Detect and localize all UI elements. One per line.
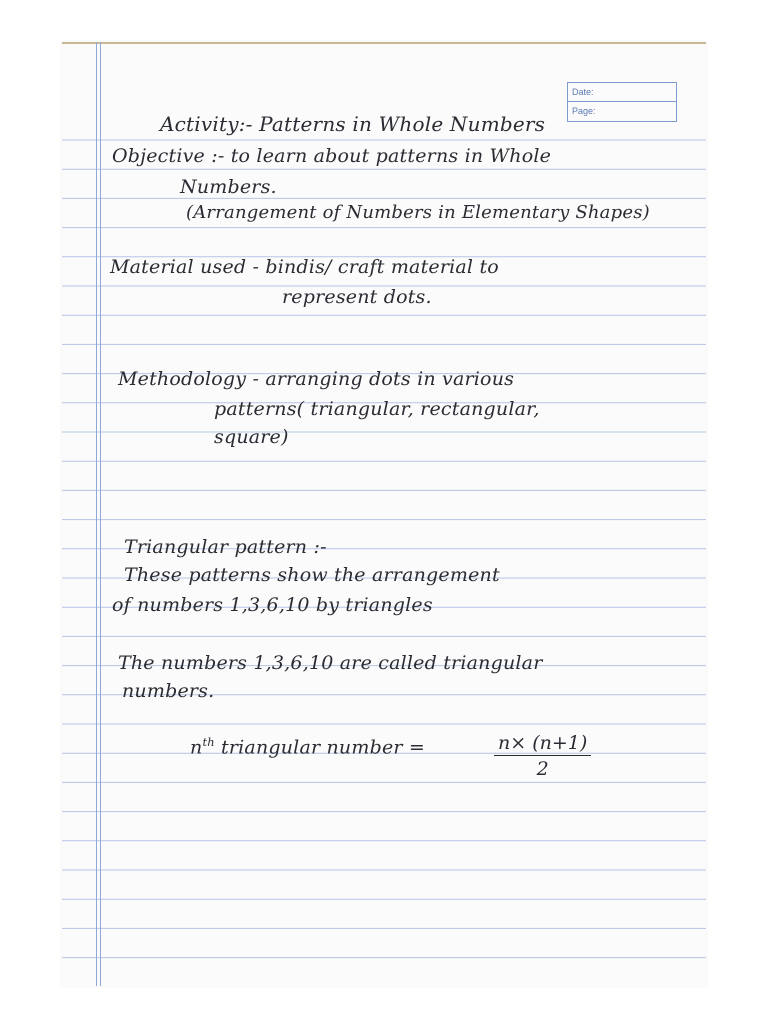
- formula-denominator: 2: [536, 758, 549, 780]
- ruled-lines: [62, 42, 706, 986]
- formula-n: n: [190, 736, 203, 759]
- page-label: Page:: [572, 106, 596, 116]
- formula-lhs-text: triangular number =: [221, 736, 426, 759]
- called-line-2: numbers.: [122, 680, 215, 702]
- date-label: Date:: [568, 83, 676, 102]
- called-line-1: The numbers 1,3,6,10 are called triangular: [118, 652, 543, 674]
- formula-superscript: th: [202, 735, 215, 749]
- methodology-line-1: Methodology - arranging dots in various: [118, 368, 515, 390]
- formula-numerator: n× (n+1): [494, 732, 591, 756]
- objective-line-2: Numbers.: [180, 176, 277, 198]
- formula-fraction: [494, 732, 591, 780]
- methodology-line-3: square): [214, 426, 289, 448]
- triangular-line-1: These patterns show the arrangement: [124, 564, 500, 586]
- activity-title: Activity:- Patterns in Whole Numbers: [160, 112, 546, 136]
- triangular-line-2: of numbers 1,3,6,10 by triangles: [112, 594, 433, 616]
- formula-lhs: [190, 735, 425, 758]
- objective-line-3: (Arrangement of Numbers in Elementary Shapes): [186, 202, 650, 223]
- notebook-page: [62, 42, 706, 986]
- material-line-2: represent dots.: [282, 286, 432, 308]
- triangular-heading: Triangular pattern :-: [124, 536, 327, 558]
- methodology-line-2: patterns( triangular, rectangular,: [214, 398, 540, 420]
- margin-line: [100, 42, 101, 986]
- objective-line-1: Objective :- to learn about patterns in Whole: [112, 145, 552, 167]
- margin-line: [96, 42, 97, 986]
- date-page-box: [567, 82, 677, 122]
- material-line-1: Material used - bindis/ craft material to: [110, 256, 499, 278]
